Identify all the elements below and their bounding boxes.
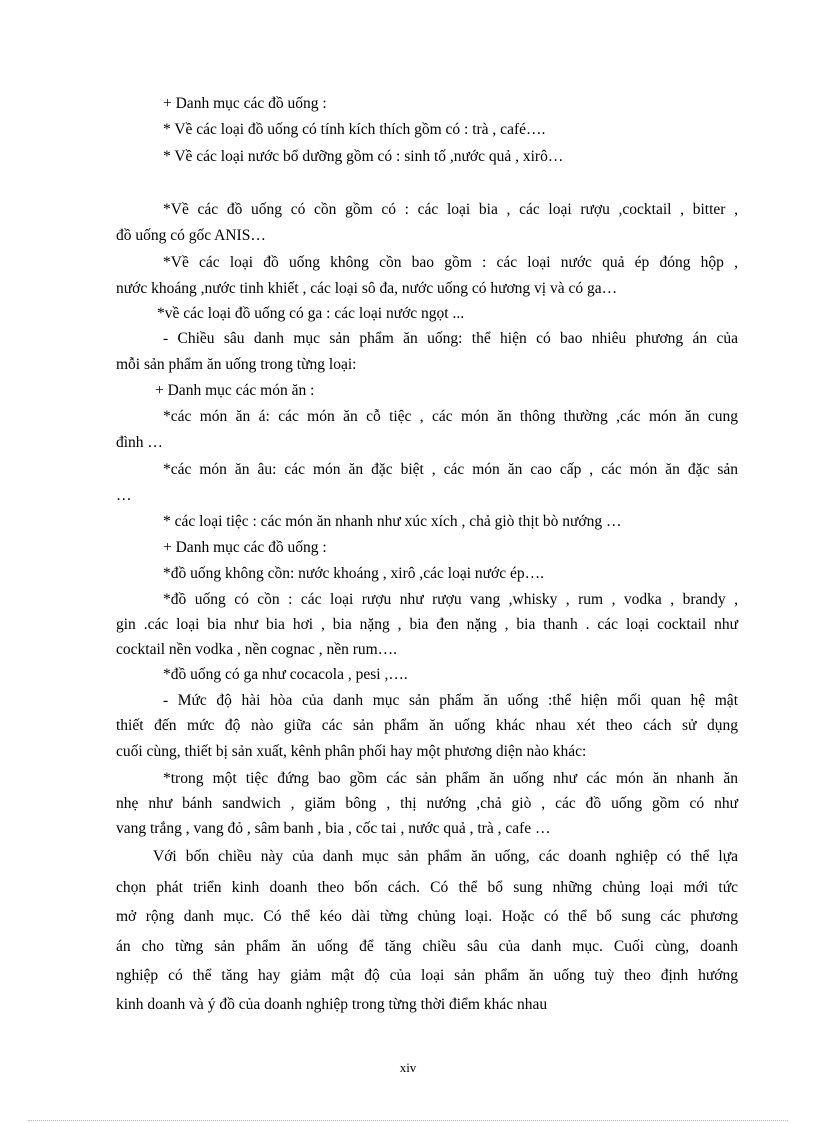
text-line: đình … <box>116 434 163 451</box>
text-line: nhẹ như bánh sandwich , giăm bông , thị nướng ,chả giò , các đồ uống gồm có như <box>116 795 738 812</box>
text-line: + Danh mục các đồ uống : <box>163 95 327 112</box>
page-bottom-divider <box>28 1120 788 1121</box>
text-line: nghiệp có thể tăng hay giảm mật độ của loại sản phẩm ăn uống tuỳ theo định hướng <box>116 967 738 984</box>
page-number: xiv <box>399 1060 417 1075</box>
text-line: *đồ uống có cồn : các loại rượu như rượu vang ,whisky , rum , vodka , brandy , <box>163 591 738 608</box>
text-line: - Mức độ hài hòa của danh mục sản phẩm ăn uống :thể hiện mối quan hệ mật <box>163 692 738 709</box>
text-line: mỗi sản phẩm ăn uống trong từng loại: <box>116 356 357 373</box>
text-line: *về các loại đồ uống có ga : các loại nước ngọt ... <box>157 305 465 322</box>
text-line: … <box>116 487 132 504</box>
text-line: mở rộng danh mục. Có thể kéo dài từng chủng loại. Hoặc có thể bổ sung các phương <box>116 908 738 925</box>
text-line: * Về các loại đồ uống có tính kích thích gồm có : trà , café…. <box>163 121 546 138</box>
text-line: cocktail nền vodka , nền cognac , nền rum…. <box>116 641 398 658</box>
text-line: án cho từng sản phẩm ăn uống để tăng chiều sâu của danh mục. Cuối cùng, doanh <box>116 938 738 955</box>
text-line: * Về các loại nước bổ dưỡng gồm có : sinh tố ,nước quả , xirô… <box>163 148 564 165</box>
text-line: *đồ uống không cồn: nước khoáng , xirô ,các loại nước ép…. <box>163 565 544 582</box>
text-line: *các món ăn á: các món ăn cỗ tiệc , các món ăn thông thường ,các món ăn cung <box>163 408 738 425</box>
text-line: gin .các loại bia như bia hơi , bia nặng , bia đen nặng , bia thanh . các loại cocktail như <box>116 616 738 633</box>
text-line: - Chiều sâu danh mục sản phẩm ăn uống: thể hiện có bao nhiêu phương án của <box>163 330 738 347</box>
text-line: *Về các đồ uống có cồn gồm có : các loại bia , các loại rượu ,cocktail , bitter , <box>163 201 738 218</box>
text-line: + Danh mục các đồ uống : <box>163 539 327 556</box>
text-line: cuối cùng, thiết bị sản xuất, kênh phân phối hay một phương diện nào khác: <box>116 743 587 760</box>
text-line: *các món ăn âu: các món ăn đặc biệt , các món ăn cao cấp , các món ăn đặc sản <box>163 461 738 478</box>
text-line: đồ uống có gốc ANIS… <box>116 227 266 244</box>
text-line: kinh doanh và ý đồ của doanh nghiệp trong từng thời điểm khác nhau <box>116 996 548 1013</box>
text-line: + Danh mục các món ăn : <box>155 382 315 399</box>
text-line: *đồ uống có ga như cocacola , pesi ,…. <box>163 666 408 683</box>
text-line: chọn phát triển kinh doanh theo bốn cách. Có thể bổ sung những chủng loại mới tức <box>116 879 738 896</box>
text-line: *Về các loại đồ uống không cồn bao gồm : các loại nước quả ép đóng hộp , <box>163 254 738 271</box>
text-line: thiết đến mức độ nào giữa các sản phẩm ăn uống khác nhau xét theo cách sử dụng <box>116 717 738 734</box>
text-line: nước khoáng ,nước tinh khiết , các loại sô đa, nước uống có hương vị và có ga… <box>116 280 618 297</box>
text-line: * các loại tiệc : các món ăn nhanh như xúc xích , chả giò thịt bò nướng … <box>163 513 622 530</box>
text-line: vang trắng , vang đỏ , sâm banh , bia , cốc tai , nước quả , trà , cafe … <box>116 820 551 837</box>
text-line: *trong một tiệc đứng bao gồm các sản phẩm ăn uống như các món ăn nhanh ăn <box>163 770 738 787</box>
text-line: Với bốn chiều này của danh mục sản phẩm ăn uống, các doanh nghiệp có thể lựa <box>153 848 738 865</box>
